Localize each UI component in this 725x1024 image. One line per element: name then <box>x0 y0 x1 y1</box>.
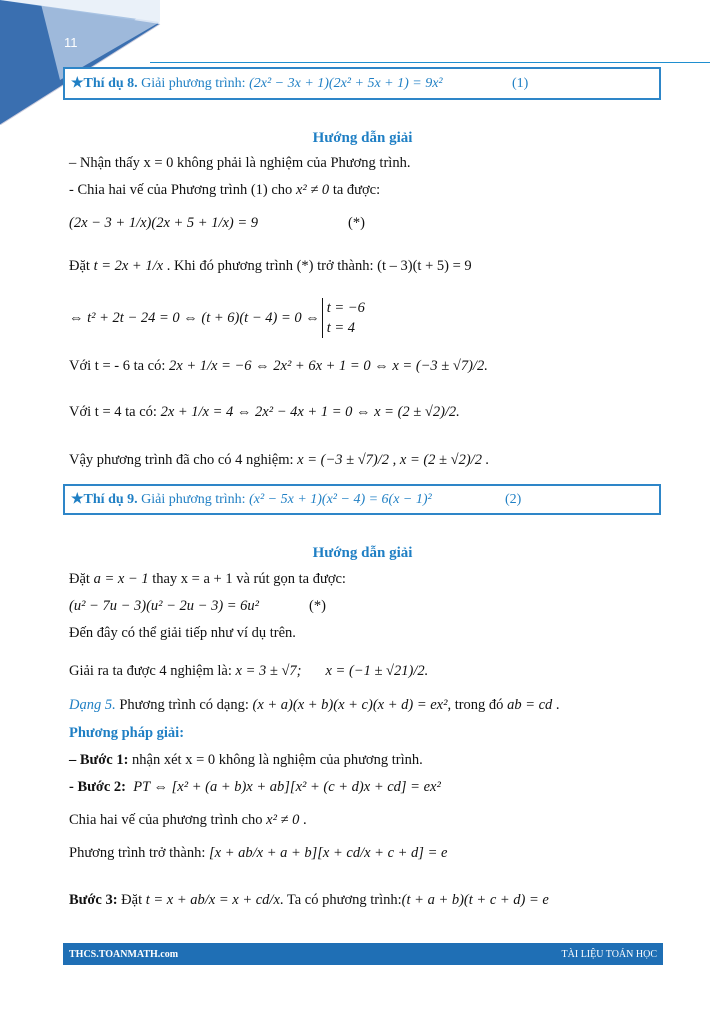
step-3 <box>69 207 365 239</box>
example-9-text: Giải phương trình: <box>141 491 246 507</box>
example-9-number: (2) <box>505 491 522 507</box>
example-8-number: (1) <box>512 75 529 91</box>
method-step-3-substitution: t = x + ab/x = x + cd/x <box>145 892 280 908</box>
page-number: 11 <box>64 35 78 50</box>
sub-4 <box>69 663 428 680</box>
step-5-cases <box>322 298 365 338</box>
footer-bar <box>63 943 663 965</box>
step-4-math: t = 2x + 1/x <box>93 258 164 274</box>
step-1: – Nhận thấy x = 0 không phải là nghiệm của Phương trình. <box>69 155 411 171</box>
method-step-2 <box>69 779 441 796</box>
example-8-text: Giải phương trình: <box>141 75 246 91</box>
sub-1 <box>69 571 346 588</box>
guide-heading-2: Hướng dẫn giải <box>312 545 413 561</box>
method-step-3 <box>69 892 549 909</box>
method-step-2-label: - Bước 2: <box>69 779 126 795</box>
form-5-equation: (x + a)(x + b)(x + c)(x + d) = ex² <box>252 697 448 713</box>
step-8-text: Vậy phương trình đã cho có 4 nghiệm: <box>69 452 294 468</box>
example-8-box <box>63 67 661 100</box>
sub-4-math-1: x = 3 ± √7; <box>235 663 302 679</box>
example-9-equation: (x² − 5x + 1)(x² − 4) = 6(x − 1)² <box>249 491 432 507</box>
method-step-3-text: Đặt <box>121 892 143 908</box>
method-step-1-label: – Bước 1: <box>69 752 129 768</box>
method-divide-period: . <box>303 812 307 828</box>
step-8-math: x = (−3 ± √7)/2 , x = (2 ± √2)/2 . <box>297 452 490 468</box>
form-5-connector: , trong đó <box>447 697 504 713</box>
step-2-tail: ta được: <box>332 182 381 198</box>
sub-4-math-2: x = (−1 ± √21)/2. <box>325 663 429 679</box>
step-3-equation: (2x − 3 + 1/x)(2x + 5 + 1/x) = 9 <box>69 214 259 231</box>
method-heading: Phương pháp giải: <box>69 725 185 741</box>
form-5-label: Dạng 5. <box>69 697 116 713</box>
step-5-equation: ⇔ t² + 2t − 24 = 0 ⇔ (t + 6)(t − 4) = 0 ⇔ <box>69 309 320 326</box>
example-9-box <box>63 484 661 515</box>
method-divide <box>69 812 307 829</box>
step-7-text: Với t = 4 ta có: <box>69 404 157 420</box>
sub-1-math: a = x − 1 <box>93 571 149 587</box>
case-2: t = 4 <box>326 320 356 336</box>
form-5 <box>69 697 560 714</box>
method-step-3-connector: . Ta có phương trình: <box>279 892 402 908</box>
method-transform <box>69 845 447 862</box>
example-9-label: ★Thí dụ 9. <box>71 492 138 507</box>
footer-site[interactable]: THCS.TOANMATH.com <box>69 948 179 960</box>
example-8-equation: (2x² − 3x + 1)(2x² + 5x + 1) = 9x² <box>249 75 443 91</box>
sub-2-tag: (*) <box>309 598 326 614</box>
method-step-1 <box>69 752 423 769</box>
method-step-1-text: nhận xét x = 0 không là nghiệm của phương trình. <box>132 752 423 768</box>
step-3-tag: (*) <box>348 214 365 231</box>
step-2-math: x² ≠ 0 <box>295 182 330 198</box>
header-rule <box>150 62 710 63</box>
footer-title: TÀI LIỆU TOÁN HỌC <box>561 948 657 960</box>
step-6 <box>69 358 488 375</box>
step-7-math: 2x + 1/x = 4 ⇔ 2x² − 4x + 1 = 0 ⇔ x = (2 ± √2)/2. <box>160 404 460 420</box>
method-transform-equation: [x + ab/x + a + b][x + cd/x + c + d] = e <box>209 845 448 861</box>
step-4 <box>69 258 472 275</box>
step-2 <box>69 182 380 199</box>
form-5-period: . <box>555 697 560 713</box>
method-transform-text: Phương trình trở thành: <box>69 845 206 861</box>
sub-3: Đến đây có thể giải tiếp như ví dụ trên. <box>69 625 296 641</box>
method-step-2-equation: PT ⇔ [x² + (a + b)x + ab][x² + (c + d)x + cd] = ex² <box>133 779 441 795</box>
step-8 <box>69 452 489 469</box>
step-2-text: - Chia hai vế của Phương trình (1) cho <box>69 182 293 198</box>
method-divide-math: x² ≠ 0 <box>266 812 300 828</box>
step-4-text: Đặt <box>69 258 90 274</box>
sub-1-text: Đặt <box>69 571 90 587</box>
step-6-text: Với t = - 6 ta có: <box>69 358 166 374</box>
sub-2 <box>69 598 326 615</box>
step-7 <box>69 404 460 421</box>
method-divide-text: Chia hai vế của phương trình cho <box>69 812 263 828</box>
guide-heading-1: Hướng dẫn giải <box>312 130 413 146</box>
step-6-math: 2x + 1/x = −6 ⇔ 2x² + 6x + 1 = 0 ⇔ x = (−3 ± √7)/2. <box>169 358 488 374</box>
step-5 <box>69 298 365 338</box>
form-5-condition: ab = cd <box>507 697 553 713</box>
sub-4-text: Giải ra ta được 4 nghiệm là: <box>69 663 232 679</box>
sub-1-tail: thay x = a + 1 và rút gọn ta được: <box>152 571 346 587</box>
method-step-3-label: Bước 3: <box>69 892 118 908</box>
form-5-text: Phương trình có dạng: <box>119 697 249 713</box>
method-step-3-equation: (t + a + b)(t + c + d) = e <box>401 892 549 908</box>
sub-2-equation: (u² − 7u − 3)(u² − 2u − 3) = 6u² <box>69 598 260 614</box>
example-8-label: ★Thí dụ 8. <box>71 76 138 91</box>
corner-decoration <box>0 0 165 125</box>
case-1: t = −6 <box>326 300 365 316</box>
step-4-tail: . Khi đó phương trình (*) trở thành: (t – 3)(t + 5) = 9 <box>166 258 472 274</box>
